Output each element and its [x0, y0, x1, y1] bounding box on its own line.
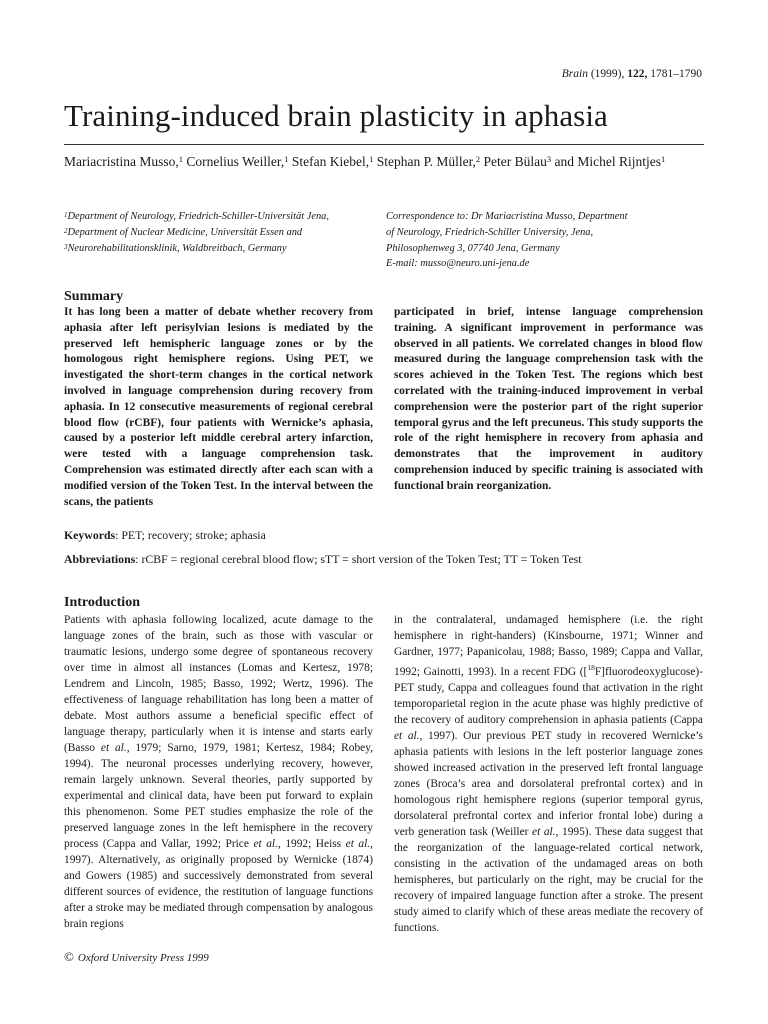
author: Cornelius Weiller,$^1$: [186, 154, 289, 169]
introduction-column-left: Patients with aphasia following localized, acute damage to the language zones of the brain, such as those with vascular or traumatic lesions, undergo some degree of spontaneous recovery over time in almost all instances (Lomas and Kertesz, 1978; Lendrem and Lincoln, 1985; Basso, 1992; Wertz, 1996). The effectiveness of language rehabilitation has long been a matter of debate. Most authors assume a beneficial specific effect of language therapy, particularly when it is intense and starts early (Basso et al., 1979; Sarno, 1979, 1981; Kertesz, 1984; Robey, 1994). The neuronal processes underlying recovery, however, remain largely unknown. Several theories, partly supported by experimental and clinical data, have been put forward to explain this phenomenon. Some PET studies emphasize the role of the preserved language zones in the left hemisphere in the recovery process (Cappa and Vallar, 1992; Price et al., 1992; Heiss et al., 1997). Alternatively, as originally proposed by Wernicke (1874) and Gowers (1985) and successively demonstrated from several different sources of evidence, the restitution of language functions after a stroke may be mediated through compensation by analogous brain regions: [64, 614, 374, 930]
author: Peter Bülau$^3$: [483, 154, 552, 169]
introduction-column-right: in the contralateral, undamaged hemisphere (i.e. the right hemisphere in right-handers) (Kinsbourne, 1971; Winner and Gardner, 1977; Papanicolau, 1988; Basso, 1989; Cappa and Vallar, 1992; Gainotti, 1993). In a recent FDG ([$^{18}$F]fluorodeoxyglucose)-PET study, Cappa and colleagues found that activation in the right temporoparietal region in the acute phase was highly predictive of the recovery of auditory comprehension in aphasia patients (Cappa et al., 1997). Our previous PET study in recovered Wernicke’s aphasia patients with lesions in the left posterior language zones showed increased activation in the preserved left frontal language zones (Broca’s area and dorsolateral prefrontal cortex) and in homologous right hemisphere regions (superior temporal gyrus, dorsolateral prefrontal cortex and inferior frontal lobe) during a verb generation task (Weiller et al., 1995). These data suggest that the reorganization of the language-related cortical network, consisting in the activation of the undamaged areas on both hemispheres, but particularly on the right, may be crucial for the recovery of impaired language function after a stroke. The present study aimed to clarify which of these areas mediate the recovery of functions.: [394, 614, 703, 934]
journal-year: (1999),: [590, 68, 625, 80]
summary-column-left: It has long been a matter of debate whether recovery from aphasia after left perisylvian lesions is mediated by the preserved left hemispheric language zones or by the homologous right hemisphere regions. Using PET, we investigated the short-term changes in the cortical network involved in language comprehension during recovery from aphasia. In 12 consecutive measurements of regional cerebral blood flow (rCBF), four patients with Wernicke’s aphasia, caused by a posterior left middle cerebral artery infarction, were tested with a language comprehension task. Comprehension was estimated directly after each scan with a modified version of the Token Test. In the interval between the scans, the patients: [64, 306, 373, 508]
author: Stefan Kiebel,$^1$: [291, 154, 374, 169]
journal-name: Brain: [561, 68, 588, 80]
correspondence-line: Correspondence to: Dr Mariacristina Musso, Department: [386, 211, 628, 222]
abbreviations-label: Abbreviations: [64, 552, 136, 566]
keywords-label: Keywords: [64, 528, 116, 542]
introduction-heading: Introduction: [64, 595, 140, 610]
correspondence-line: of Neurology, Friedrich-Schiller University, Jena,: [386, 226, 594, 238]
author: and Michel Rijntjes$^1$: [554, 154, 666, 169]
paper-title: Training-induced brain plasticity in aphasia: [64, 98, 608, 133]
title-divider: [64, 144, 704, 145]
journal-volume: 122,: [627, 68, 648, 80]
author-list: [64, 152, 704, 171]
copyright-icon: ©: [64, 949, 74, 964]
correspondence: [386, 209, 706, 272]
keywords: [64, 528, 266, 543]
copyright-notice: [64, 949, 209, 965]
correspondence-line: Philosophenweg 3, 07740 Jena, Germany: [386, 242, 560, 254]
abbreviations: [64, 552, 724, 567]
summary-heading: Summary: [64, 289, 124, 304]
keywords-text: : PET; recovery; stroke; aphasia: [115, 528, 266, 542]
correspondence-email[interactable]: E-mail: musso@neuro.uni-jena.de: [386, 258, 530, 270]
author: Stephan P. Müller,$^2$: [376, 154, 481, 169]
journal-pages: 1781–1790: [650, 68, 702, 80]
summary-column-right: participated in brief, intense language comprehension training. A significant improvement in performance was observed in all patients. We correlated changes in blood flow measured during the language comprehension task with the scores achieved in the Token Test. The regions which best correlated with the training-induced improvement in verbal comprehension were the posterior part of the right superior temporal gyrus and the left precuneus. This study supports the role of the right hemisphere in recovery from aphasia and demonstrates that the improvement in auditory comprehension induced by specific training is associated with functional brain reorganization.: [394, 306, 703, 492]
abbreviations-text: : rCBF = regional cerebral blood flow; sTT = short version of the Token Test; TT = Token Test: [135, 552, 582, 566]
journal-citation: [562, 68, 702, 80]
affiliations: $^1$Department of Neurology, Friedrich-Schiller-Universität Jena, $^2$Department of Nuclear Medicine, Universität Essen and $^3$Neurorehabilitationsklinik, Waldbreitbach, Germany: [64, 211, 329, 254]
copyright-text: Oxford University Press 1999: [77, 952, 209, 964]
author: Mariacristina Musso,$^1$: [64, 154, 183, 169]
